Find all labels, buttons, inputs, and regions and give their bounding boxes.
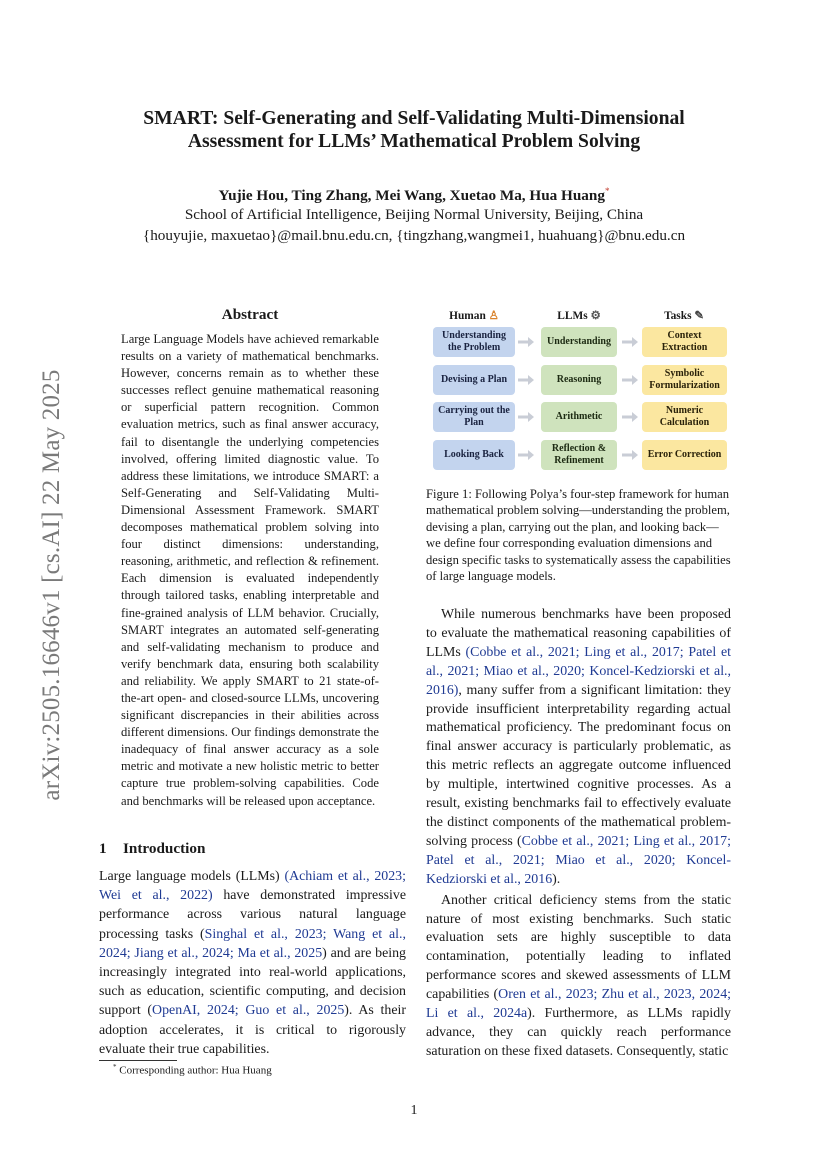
column-header-tasks: Tasks ✎: [664, 310, 704, 322]
llm-dimension-box: Arithmetic: [541, 402, 617, 432]
introduction-paragraph: [99, 867, 406, 1059]
arrow-right-icon: [622, 375, 638, 385]
arrow-right-icon: [622, 450, 638, 460]
section-title: Introduction: [123, 840, 206, 857]
clipboard-icon: ✎: [694, 310, 704, 322]
citation-link[interactable]: OpenAI, 2024; Guo et al., 2025: [152, 1003, 345, 1019]
paragraph: [426, 606, 731, 890]
task-box: Error Correction: [642, 440, 727, 470]
arrow-right-icon: [518, 412, 534, 422]
figure-1-diagram: [426, 305, 736, 475]
footnote-rule: [99, 1060, 177, 1061]
body-text: ). Furthermore, as LLMs rapidly advance, they can quickly reach performance saturation on these fixed datasets. Consequently, static: [426, 1006, 731, 1059]
task-box: Symbolic Formularization: [642, 365, 727, 395]
author-footnote-mark: *: [604, 186, 610, 196]
body-text: ).: [552, 871, 561, 887]
right-column-text: [426, 606, 731, 1062]
body-text: ). As their adoption accelerates, it is critical to rigorously evaluate their true capabilities.: [99, 1003, 406, 1057]
human-step-box: Carrying out the Plan: [433, 402, 515, 432]
page-number: 1: [410, 1103, 418, 1118]
person-icon: ♙: [488, 310, 499, 322]
human-step-box: Understanding the Problem: [433, 327, 515, 357]
citation-link[interactable]: (Cobbe et al., 2021; Ling et al., 2017; Patel et al., 2021; Miao et al., 2020; Koncel-Kedziorski et al., 2016): [426, 644, 732, 698]
affiliation: School of Artificial Intelligence, Beijing Normal University, Beijing, China: [184, 206, 644, 223]
body-text: Large language models (LLMs): [99, 869, 285, 884]
arrow-right-icon: [518, 450, 534, 460]
task-box: Numeric Calculation: [642, 402, 727, 432]
author-list: [100, 186, 728, 205]
llm-dimension-box: Reflection & Refinement: [541, 440, 617, 470]
human-step-box: Devising a Plan: [433, 365, 515, 395]
column-header-llms: LLMs ⚙: [557, 310, 601, 322]
arxiv-identifier: arXiv:2505.16646v1 [cs.AI] 22 May 2025: [38, 369, 65, 801]
abstract-heading: Abstract: [221, 306, 279, 323]
citation-link[interactable]: (Achiam et al., 2023; Wei et al., 2022): [99, 869, 406, 904]
paragraph: [426, 892, 731, 1062]
body-text: have demonstrated impressive performance across various natural language processing tasks (: [99, 888, 406, 942]
figure-1-caption: Figure 1: Following Polya’s four-step framework for human mathematical problem solving—understanding the problem, devising a plan, carrying out the plan, and looking back—we define four corresponding evaluation dimensions and design specific tasks to systematically assess the capabilities of large language models.: [426, 487, 731, 584]
body-text: While numerous benchmarks have been proposed to evaluate the mathematical reasoning capabilities of LLMs: [426, 607, 731, 660]
arrow-right-icon: [518, 337, 534, 347]
body-text: ) and are being increasingly integrated into real-world applications, such as education, scientific computing, and decision support (: [99, 945, 407, 1019]
paragraph: [99, 867, 406, 1059]
footnote: [113, 1063, 272, 1077]
column-header-human: Human ♙: [449, 310, 499, 322]
paper-title: [100, 107, 728, 153]
title-line-2: Assessment for LLMs’ Mathematical Problem Solving: [187, 131, 641, 152]
abstract-text: Large Language Models have achieved remarkable results on a variety of mathematical benchmarks. However, concerns remain as to whether these successes reflect genuine mathematical reasoning or superficial pattern recognition. Common evaluation metrics, such as final answer accuracy, fail to disentangle the underlying competencies involved, offering limited diagnostic value. To address these limitations, we introduce SMART: a Self-Generating and Self-Validating Multi-Dimensional Assessment Framework. SMART decomposes mathematical problem solving into four distinct dimensions: understanding, reasoning, arithmetic, and reflection & refinement. Each dimension is evaluated independently through tailored tasks, enabling interpretable and fine-grained analysis of LLM behavior. Crucially, SMART integrates an automated self-generating and self-validating mechanism to produce and verify benchmark data, ensuring both scalability and reliability. We apply SMART to 21 state-of-the-art open- and closed-source LLMs, uncovering significant discrepancies in their abilities across different dimensions. Our findings demonstrate the inadequacy of final answer accuracy as a sole metric and motivate a new holistic metric to better capture true problem-solving capabilities. Code and benchmarks will be released upon acceptance.: [121, 332, 379, 808]
llm-dimension-box: Understanding: [541, 327, 617, 357]
footnote-mark: *: [113, 1063, 117, 1071]
robot-icon: ⚙: [590, 310, 601, 322]
section-heading-introduction: [99, 840, 205, 858]
llm-dimension-box: Reasoning: [541, 365, 617, 395]
citation-link[interactable]: Oren et al., 2023; Zhu et al., 2023, 2024; Li et al., 2024a: [426, 987, 731, 1022]
author-emails: {houyujie, maxuetao}@mail.bnu.edu.cn, {tingzhang,wangmei1, huahuang}@bnu.edu.cn: [142, 227, 686, 244]
task-box: Context Extraction: [642, 327, 727, 357]
body-text: Another critical deficiency stems from the static nature of most existing benchmarks. Such static evaluation sets are highly susceptible to data contamination, potentially leading to inflated performance scores and skewed assessments of LLM capabilities (: [426, 892, 731, 1003]
citation-link[interactable]: Cobbe et al., 2021; Ling et al., 2017; Patel et al., 2021; Miao et al., 2020; Koncel-Kedziorski et al., 2016: [426, 833, 731, 887]
human-step-box: Looking Back: [433, 440, 515, 470]
citation-link[interactable]: Singhal et al., 2023; Wang et al., 2024; Jiang et al., 2024; Ma et al., 2025: [99, 926, 406, 961]
arrow-right-icon: [622, 412, 638, 422]
body-text: , many suffer from a significant limitation: they provide insufficient interpretability regarding actual mathematical proficiency. The predominant focus on final answer accuracy is particularly problematic, as this metric reflects an aggregate outcome influenced by multiple, intertwined cognitive processes. As a result, existing benchmarks fail to effectively evaluate the distinct components of the mathematical problem-solving process (: [426, 682, 731, 849]
author-names: Yujie Hou, Ting Zhang, Mei Wang, Xuetao Ma, Hua Huang: [218, 187, 605, 205]
arrow-right-icon: [622, 337, 638, 347]
section-number: 1: [99, 840, 107, 857]
footnote-text: Corresponding author: Hua Huang: [119, 1064, 272, 1077]
title-line-1: SMART: Self-Generating and Self-Validating Multi-Dimensional: [143, 108, 685, 129]
arrow-right-icon: [518, 375, 534, 385]
